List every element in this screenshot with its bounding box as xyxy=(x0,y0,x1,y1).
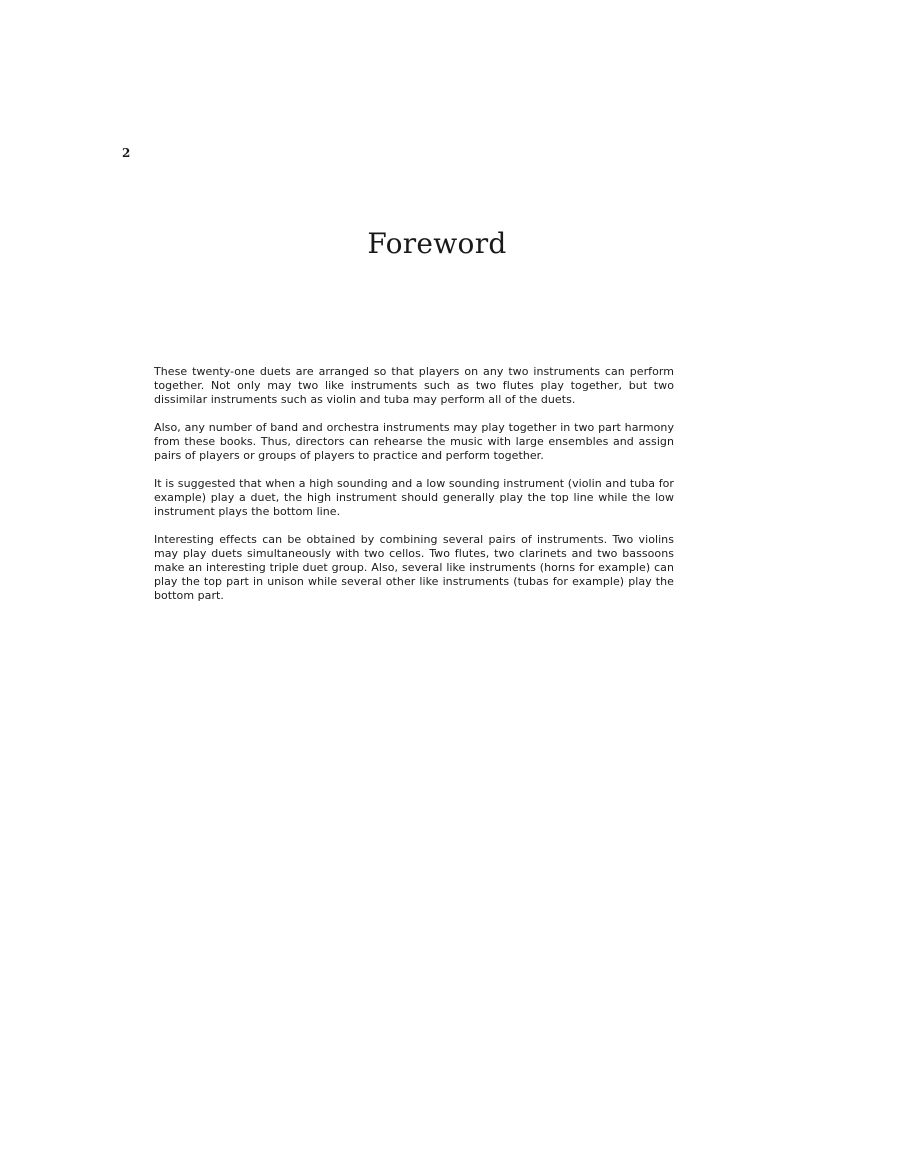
page-number: 2 xyxy=(122,146,131,160)
page-title: Foreword xyxy=(367,227,507,260)
foreword-body xyxy=(154,365,674,617)
paragraph-3: It is suggested that when a high sounding and a low sounding instrument (violin and tuba for example) play a duet, the high instrument should generally play the top line while the low instrument plays the bottom line. xyxy=(154,477,674,518)
paragraph-4: Interesting effects can be obtained by combining several pairs of instruments. Two violins may play duets simultaneously with two cellos. Two flutes, two clarinets and two bassoons make an interesting triple duet group. Also, several like instruments (horns for example) can play the top part in unison while several other like instruments (tubas for example) play the bottom part. xyxy=(154,533,674,602)
paragraph-1: These twenty-one duets are arranged so that players on any two instruments can perform together. Not only may two like instruments such as two flutes play together, but two dissimilar instruments such as violin and tuba may perform all of the duets. xyxy=(154,365,674,406)
paragraph-2: Also, any number of band and orchestra instruments may play together in two part harmony from these books. Thus, directors can rehearse the music with large ensembles and assign pairs of players or groups of players to practice and perform together. xyxy=(154,421,674,462)
